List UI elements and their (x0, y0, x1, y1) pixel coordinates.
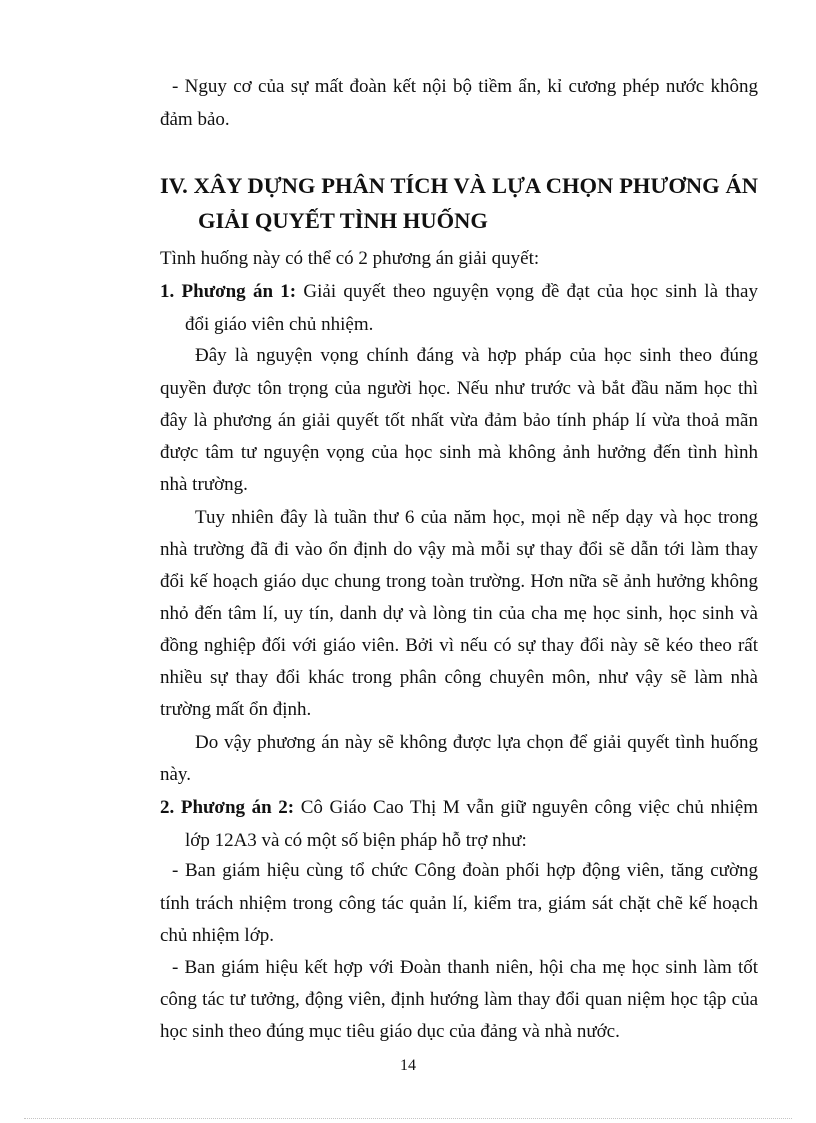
option-1-text: Giải quyết theo nguyện vọng đề đạt của học sinh là thay (296, 281, 758, 302)
paragraph-line: đồng nghiệp đối với giáo viên. Bởi vì nếu có sự thay đổi này sẽ kéo theo rất (160, 635, 758, 656)
paragraph-line: - Nguy cơ của sự mất đoàn kết nội bộ tiềm ẩn, kỉ cương phép nước không (172, 76, 758, 97)
option-1-line (160, 280, 758, 304)
paragraph-line: nhiều sự thay đổi khác trong phân công chuyên môn, như vậy sẽ làm nhà (160, 667, 758, 688)
paragraph-line: Đây là nguyện vọng chính đáng và hợp pháp của học sinh theo đúng (195, 345, 758, 366)
paragraph-line: Tuy nhiên đây là tuần thư 6 của năm học, mọi nề nếp dạy và học trong (195, 507, 758, 528)
page-number: 14 (400, 1057, 416, 1074)
paragraph-line: đảm bảo. (160, 109, 230, 130)
paragraph-line: đây là phương án giải quyết tốt nhất vừa đảm bảo tính pháp lí vừa thoả mãn (160, 410, 758, 431)
option-2-line (160, 796, 758, 820)
paragraph-line: được tâm tư nguyện vọng của học sinh mà không ảnh hưởng đến tình hình (160, 442, 758, 463)
section-heading: IV. XÂY DỰNG PHÂN TÍCH VÀ LỰA CHỌN PHƯƠNG ÁN (160, 173, 758, 198)
section-heading-continuation: GIẢI QUYẾT TÌNH HUỐNG (198, 208, 488, 233)
paragraph-line: này. (160, 764, 191, 785)
paragraph-line: nhà trường. (160, 474, 248, 495)
paragraph-line: lớp 12A3 và có một số biện pháp hỗ trợ như: (185, 830, 527, 851)
paragraph-line: chủ nhiệm lớp. (160, 925, 274, 946)
paragraph-line: quyền được tôn trọng của người học. Nếu như trước và bắt đầu năm học thì (160, 378, 758, 399)
bullet-line: - Ban giám hiệu cùng tổ chức Công đoàn phối hợp động viên, tăng cường (172, 860, 758, 881)
option-2-label: 2. Phương án 2: (160, 797, 295, 818)
paragraph-line: trường mất ổn định. (160, 699, 312, 720)
paragraph-line: Do vậy phương án này sẽ không được lựa chọn để giải quyết tình huống (195, 732, 758, 753)
paragraph-line: công tác tư tưởng, động viên, định hướng làm thay đổi quan niệm học tập của (160, 989, 758, 1010)
option-1-label: 1. Phương án 1: (160, 281, 297, 302)
paragraph-line: tính trách nhiệm trong công tác quản lí, kiểm tra, giám sát chặt chẽ kế hoạch (160, 893, 758, 914)
paragraph-line: nhỏ đến tâm lí, uy tín, danh dự và lòng tin của cha mẹ học sinh, học sinh và (160, 603, 758, 624)
option-2-text: Cô Giáo Cao Thị M vẫn giữ nguyên công việc chủ nhiệm (294, 797, 758, 818)
paragraph-line: đổi giáo viên chủ nhiệm. (185, 314, 374, 335)
page-bottom-divider (24, 1118, 792, 1119)
paragraph-line: nhà trường đã đi vào ổn định do vậy mà mỗi sự thay đổi sẽ dẫn tới làm thay (160, 539, 758, 560)
intro-text: Tình huống này có thể có 2 phương án giải quyết: (160, 248, 540, 269)
paragraph-line: học sinh theo đúng mục tiêu giáo dục của đảng và nhà nước. (160, 1021, 620, 1042)
bullet-line: - Ban giám hiệu kết hợp với Đoàn thanh niên, hội cha mẹ học sinh làm tốt (172, 957, 758, 978)
paragraph-line: đổi kế hoạch giáo dục chung trong toàn trường. Hơn nữa sẽ ảnh hưởng không (160, 571, 758, 592)
